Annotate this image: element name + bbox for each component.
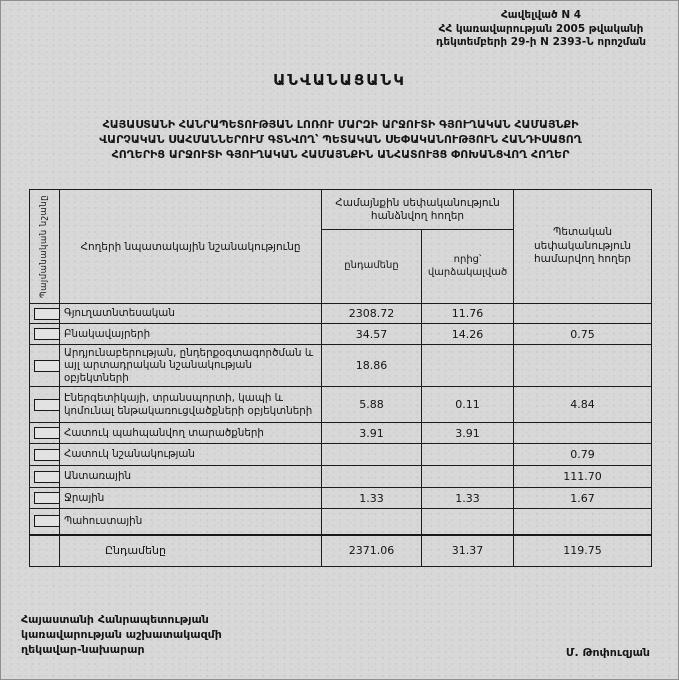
row-purpose: Հատուկ պահպանվող տարածքների	[60, 423, 322, 444]
annex-reference-block	[411, 9, 671, 50]
row-purpose: Անտառային	[60, 466, 322, 488]
total-state: 119.75	[514, 535, 652, 567]
table-row-residential	[30, 324, 652, 345]
total-leased: 31.37	[422, 535, 514, 567]
signatory-title-block	[21, 613, 222, 658]
row-purpose: Պահուստային	[60, 509, 322, 535]
header-community-transfer-group: Համայնքին սեփականություն հանձնվող հողեր	[322, 190, 514, 230]
sign-box	[34, 328, 60, 340]
row-total	[322, 509, 422, 535]
row-total: 5.88	[322, 387, 422, 423]
land-transfer-table	[29, 189, 652, 567]
header-land-purpose: Հողերի նպատակային նշանակությունը	[60, 190, 322, 304]
sign-box	[34, 308, 60, 320]
subtitle-line-3: ՀՈՂԵՐԻՑ ԱՐՋՈՒՏԻ ԳՅՈՒՂԱԿԱՆ ՀԱՄԱՅՆՔԻՆ ԱՆՀԱՏՈՒՅՑ ՓՈԽԱՆՑՎՈՂ ՀՈՂԵՐ	[111, 147, 570, 161]
row-purpose: Էներգետիկայի, տրանսպորտի, կապի և կոմունալ ենթակառուցվածքների օբյեկտների	[60, 387, 322, 423]
signatory-line-1: Հայաստանի Հանրապետության	[21, 613, 209, 626]
row-state: 0.75	[514, 324, 652, 345]
table-row-agricultural	[30, 304, 652, 324]
row-total	[322, 466, 422, 488]
row-purpose: Գյուղատնտեսական	[60, 304, 322, 324]
row-leased: 3.91	[422, 423, 514, 444]
doc-subtitle	[19, 118, 662, 163]
subtitle-line-2: ՎԱՐՉԱԿԱՆ ՍԱՀՄԱՆՆԵՐՈՒՄ ԳՏՆՎՈՂ՝ ՊԵՏԱԿԱՆ ՍԵՓԱԿԱՆՈՒԹՅՈՒՆ ՀԱՆԴԻՍԱՑՈՂ	[99, 132, 582, 146]
row-state: 4.84	[514, 387, 652, 423]
table-row-protected-areas	[30, 423, 652, 444]
row-leased	[422, 345, 514, 387]
table-row-reserve	[30, 509, 652, 535]
row-purpose: Բնակավայրերի	[60, 324, 322, 345]
annex-line-1: Հավելված N 4	[500, 9, 582, 21]
row-total: 1.33	[322, 488, 422, 509]
row-state	[514, 509, 652, 535]
row-total: 18.86	[322, 345, 422, 387]
row-state	[514, 304, 652, 324]
row-state: 111.70	[514, 466, 652, 488]
sign-box	[34, 492, 60, 504]
header-leased: որից՝ վարձակալված	[422, 230, 514, 304]
page-title: ԱՆՎԱՆԱՑԱՆԿ	[273, 71, 406, 89]
table-row-industrial	[30, 345, 652, 387]
row-leased: 1.33	[422, 488, 514, 509]
header-state-property: Պետական սեփականություն համարվող հողեր	[514, 190, 652, 304]
row-purpose: Հատուկ նշանակության	[60, 444, 322, 466]
signatory-line-2: կառավարության աշխատակազմի	[21, 627, 222, 641]
signatory-name: Մ. Թոփուզյան	[565, 646, 650, 659]
sign-box	[34, 427, 60, 439]
row-leased	[422, 509, 514, 535]
sign-box	[34, 449, 60, 461]
row-leased	[422, 444, 514, 466]
table-header-row-1	[30, 190, 652, 230]
header-total: ընդամենը	[322, 230, 422, 304]
table-row-special-purpose	[30, 444, 652, 466]
row-total	[322, 444, 422, 466]
row-leased: 11.76	[422, 304, 514, 324]
row-state	[514, 345, 652, 387]
row-state	[514, 423, 652, 444]
table-row-forest	[30, 466, 652, 488]
row-total: 34.57	[322, 324, 422, 345]
total-label: Ընդամենը	[60, 535, 322, 567]
subtitle-line-1: ՀԱՅԱՍՏԱՆԻ ՀԱՆՐԱՊԵՏՈՒԹՅԱՆ ԼՈՌՈՒ ՄԱՐԶԻ ԱՐՋՈՒՏԻ ԳՅՈՒՂԱԿԱՆ ՀԱՄԱՅՆՔԻ	[102, 118, 579, 131]
row-leased: 0.11	[422, 387, 514, 423]
table-row-water	[30, 488, 652, 509]
annex-line-3: դեկտեմբերի 29-ի N 2393-Ն որոշման	[435, 36, 647, 49]
sign-box	[34, 360, 60, 372]
annex-line-2: ՀՀ կառավարության 2005 թվականի	[438, 22, 644, 35]
row-purpose: Ջրային	[60, 488, 322, 509]
total-total: 2371.06	[322, 535, 422, 567]
header-conventional-sign	[30, 190, 60, 304]
row-total: 3.91	[322, 423, 422, 444]
row-purpose: Արդյունաբերության, ընդերքօգտագործման և այլ արտադրական նշանակության օբյեկտների	[60, 345, 322, 387]
table-row-grand-total	[30, 535, 652, 567]
row-total: 2308.72	[322, 304, 422, 324]
sign-box	[34, 471, 60, 483]
sign-box	[34, 515, 60, 527]
row-leased	[422, 466, 514, 488]
row-state: 1.67	[514, 488, 652, 509]
header-conventional-sign-label: Պայմանական նշանը	[38, 194, 49, 299]
sign-box	[34, 399, 60, 411]
row-state: 0.79	[514, 444, 652, 466]
table-row-energy-transport	[30, 387, 652, 423]
row-leased: 14.26	[422, 324, 514, 345]
signatory-line-3: ղեկավար-նախարար	[21, 642, 145, 656]
